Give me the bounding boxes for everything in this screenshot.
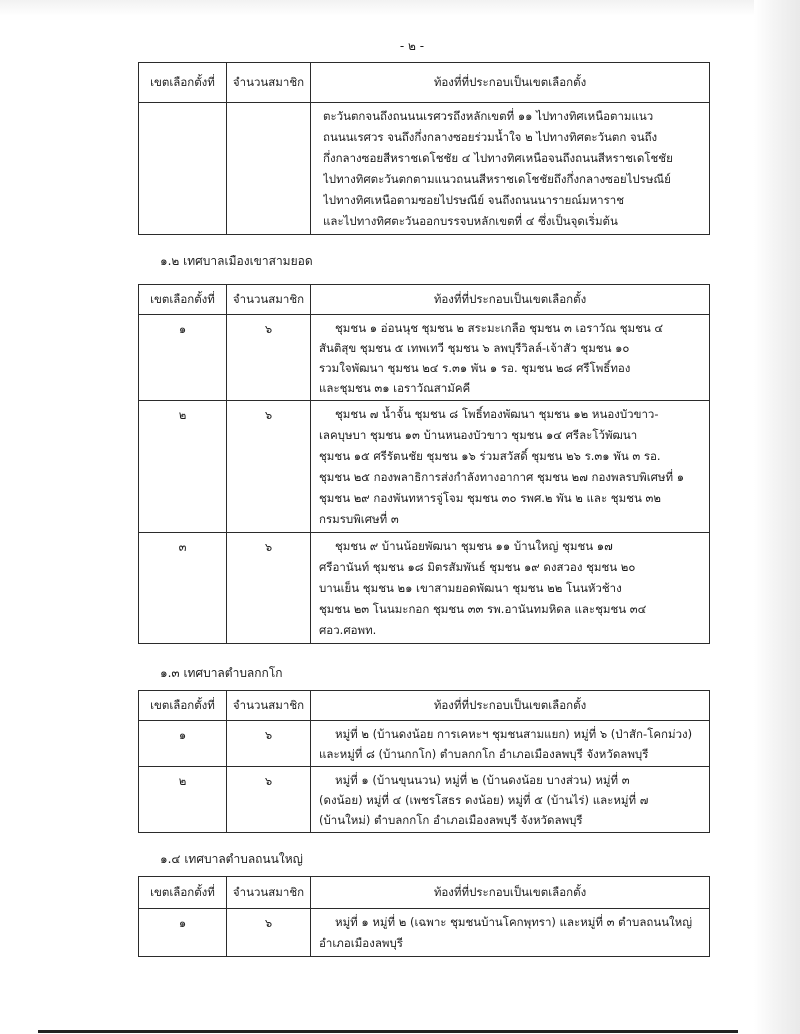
header-area: ท้องที่ที่ประกอบเป็นเขตเลือกตั้ง bbox=[311, 63, 710, 103]
table-row bbox=[139, 401, 710, 533]
table-row bbox=[139, 721, 710, 767]
area-line: ศรีอานันท์ ชุมชน ๑๘ มิตรสัมพันธ์ ชุมชน ๑๙ ดงสวอง ชุมชน ๒๐ bbox=[319, 560, 636, 574]
area-cell bbox=[311, 767, 710, 833]
table-header-row bbox=[139, 691, 710, 721]
table-khao-sam-yot bbox=[138, 284, 710, 644]
area-line: ชุมชน ๑๕ ศรีรัตนชัย ชุมชน ๑๖ ร่วมสวัสดิ์ ชุมชน ๒๖ ร.๓๑ พัน ๓ รอ. bbox=[319, 449, 661, 463]
district-cell: ๒ bbox=[139, 401, 227, 533]
members-cell: ๖ bbox=[227, 767, 311, 833]
area-line: และชุมชน ๓๑ เอราวัณสามัคคี bbox=[319, 381, 471, 395]
area-line: สันติสุข ชุมชน ๕ เทพเทวี ชุมชน ๖ ลพบุรีวิลล์-เจ้าสัว ชุมชน ๑๐ bbox=[319, 341, 630, 355]
header-district: เขตเลือกตั้งที่ bbox=[139, 877, 227, 909]
table-header-row bbox=[139, 285, 710, 315]
area-line: อำเภอเมืองลพบุรี bbox=[319, 936, 403, 950]
area-cell bbox=[311, 533, 710, 644]
area-cell bbox=[311, 401, 710, 533]
area-line: และไปทางทิศตะวันออกบรรจบหลักเขตที่ ๔ ซึ่งเป็นจุดเริ่มต้น bbox=[323, 214, 618, 228]
area-line: กึ่งกลางซอยสีหราชเดโชชัย ๔ ไปทางทิศเหนือจนถึงถนนสีหราชเดโชชัย bbox=[323, 151, 673, 165]
area-line: ชุมชน ๒๓ โนนมะกอก ชุมชน ๓๓ รพ.อานันทมหิดล และชุมชน ๓๔ bbox=[319, 602, 647, 616]
area-line: เลคบุษบา ชุมชน ๑๓ บ้านหนองบัวขาว ชุมชน ๑๔ ศรีละโว้พัฒนา bbox=[319, 428, 638, 442]
members-cell: ๖ bbox=[227, 315, 311, 401]
area-line: ชุมชน ๒๙ กองพันทหารจู่โจม ชุมชน ๓๐ รพศ.๒ พัน ๒ และ ชุมชน ๓๒ bbox=[319, 491, 661, 505]
section-label-kok-ko: ๑.๓ เทศบาลตำบลกกโก bbox=[160, 666, 283, 680]
area-line: หมู่ที่ ๑ หมู่ที่ ๒ (เฉพาะ ชุมชนบ้านโคกพุทรา) และหมู่ที่ ๓ ตำบลถนนใหญ่ bbox=[335, 915, 693, 929]
area-line: รวมใจพัฒนา ชุมชน ๒๔ ร.๓๑ พัน ๑ รอ. ชุมชน ๒๘ ศรีโพธิ์ทอง bbox=[319, 361, 631, 375]
district-cell: ๑ bbox=[139, 315, 227, 401]
area-line: หมู่ที่ ๑ (บ้านขุนนวน) หมู่ที่ ๒ (บ้านดงน้อย บางส่วน) หมู่ที่ ๓ bbox=[335, 773, 630, 787]
area-line: กรมรบพิเศษที่ ๓ bbox=[319, 512, 399, 526]
district-cell: ๓ bbox=[139, 533, 227, 644]
area-line: ศอว.ศอพท. bbox=[319, 623, 377, 637]
table-header-row bbox=[139, 877, 710, 909]
header-members: จำนวนสมาชิก bbox=[227, 63, 311, 103]
header-district: เขตเลือกตั้งที่ bbox=[139, 285, 227, 315]
area-line: ตะวันตกจนถึงถนนนเรศวรถึงหลักเขตที่ ๑๑ ไปทางทิศเหนือตามแนว bbox=[323, 109, 654, 123]
table-continued bbox=[138, 62, 710, 235]
area-line: ชุมชน ๑ อ่อนนุช ชุมชน ๒ สระมะเกลือ ชุมชน ๓ เอราวัณ ชุมชน ๔ bbox=[335, 321, 664, 335]
area-cell bbox=[311, 103, 710, 235]
header-district: เขตเลือกตั้งที่ bbox=[139, 63, 227, 103]
header-district: เขตเลือกตั้งที่ bbox=[139, 691, 227, 721]
area-line: บานเย็น ชุมชน ๒๑ เขาสามยอดพัฒนา ชุมชน ๒๒ โนนหัวช้าง bbox=[319, 581, 622, 595]
area-line: ชุมชน ๒๕ กองพลาธิการส่งกำลังทางอากาศ ชุมชน ๒๗ กองพลรบพิเศษที่ ๑ bbox=[319, 470, 685, 484]
page-top-shadow bbox=[0, 0, 800, 16]
members-cell: ๖ bbox=[227, 401, 311, 533]
table-kok-ko bbox=[138, 690, 710, 833]
page-edge-shadow bbox=[754, 0, 800, 1034]
header-area: ท้องที่ที่ประกอบเป็นเขตเลือกตั้ง bbox=[311, 285, 710, 315]
area-cell bbox=[311, 315, 710, 401]
section-label-thanon-yai: ๑.๔ เทศบาลตำบลถนนใหญ่ bbox=[160, 852, 303, 866]
header-members: จำนวนสมาชิก bbox=[227, 877, 311, 909]
district-cell bbox=[139, 103, 227, 235]
header-area: ท้องที่ที่ประกอบเป็นเขตเลือกตั้ง bbox=[311, 691, 710, 721]
area-line: หมู่ที่ ๒ (บ้านดงน้อย การเคหะฯ ชุมชนสามแยก) หมู่ที่ ๖ (ป่าสัก-โคกม่วง) bbox=[335, 727, 693, 741]
area-line: ชุมชน ๗ น้ำจั้น ชุมชน ๘ โพธิ์ทองพัฒนา ชุมชน ๑๒ หนองบัวขาว- bbox=[335, 407, 659, 421]
table-row bbox=[139, 103, 710, 235]
area-cell bbox=[311, 721, 710, 767]
table-row bbox=[139, 533, 710, 644]
table-row bbox=[139, 315, 710, 401]
members-cell: ๖ bbox=[227, 909, 311, 957]
header-members: จำนวนสมาชิก bbox=[227, 691, 311, 721]
members-cell: ๖ bbox=[227, 721, 311, 767]
table-row bbox=[139, 909, 710, 957]
table-header-row bbox=[139, 63, 710, 103]
area-line: (บ้านใหม่) ตำบลกกโก อำเภอเมืองลพบุรี จังหวัดลพบุรี bbox=[319, 813, 583, 827]
page-bottom-rule bbox=[38, 1030, 738, 1033]
page-number: - ๒ - bbox=[399, 39, 425, 53]
area-line: (ดงน้อย) หมู่ที่ ๔ (เพชรโสธร ดงน้อย) หมู่ที่ ๕ (บ้านไร่) และหมู่ที่ ๗ bbox=[319, 793, 649, 807]
area-line: ไปทางทิศตะวันตกตามแนวถนนสีหราชเดโชชัยถึงกึ่งกลางซอยไปรษณีย์ bbox=[323, 172, 671, 186]
area-line: และหมู่ที่ ๘ (บ้านกกโก) ตำบลกกโก อำเภอเมืองลพบุรี จังหวัดลพบุรี bbox=[319, 747, 649, 761]
section-label-khao-sam-yot: ๑.๒ เทศบาลเมืองเขาสามยอด bbox=[160, 254, 313, 268]
table-thanon-yai bbox=[138, 876, 710, 957]
header-area: ท้องที่ที่ประกอบเป็นเขตเลือกตั้ง bbox=[311, 877, 710, 909]
area-line: ถนนนเรศวร จนถึงกึ่งกลางซอยร่วมน้ำใจ ๒ ไปทางทิศตะวันตก จนถึง bbox=[323, 130, 658, 144]
members-cell bbox=[227, 103, 311, 235]
members-cell: ๖ bbox=[227, 533, 311, 644]
table-row bbox=[139, 767, 710, 833]
area-cell bbox=[311, 909, 710, 957]
district-cell: ๑ bbox=[139, 909, 227, 957]
area-line: ไปทางทิศเหนือตามซอยไปรษณีย์ จนถึงถนนนารายณ์มหาราช bbox=[323, 193, 625, 207]
district-cell: ๒ bbox=[139, 767, 227, 833]
district-cell: ๑ bbox=[139, 721, 227, 767]
area-line: ชุมชน ๙ บ้านน้อยพัฒนา ชุมชน ๑๑ บ้านใหญ่ ชุมชน ๑๗ bbox=[335, 539, 613, 553]
header-members: จำนวนสมาชิก bbox=[227, 285, 311, 315]
